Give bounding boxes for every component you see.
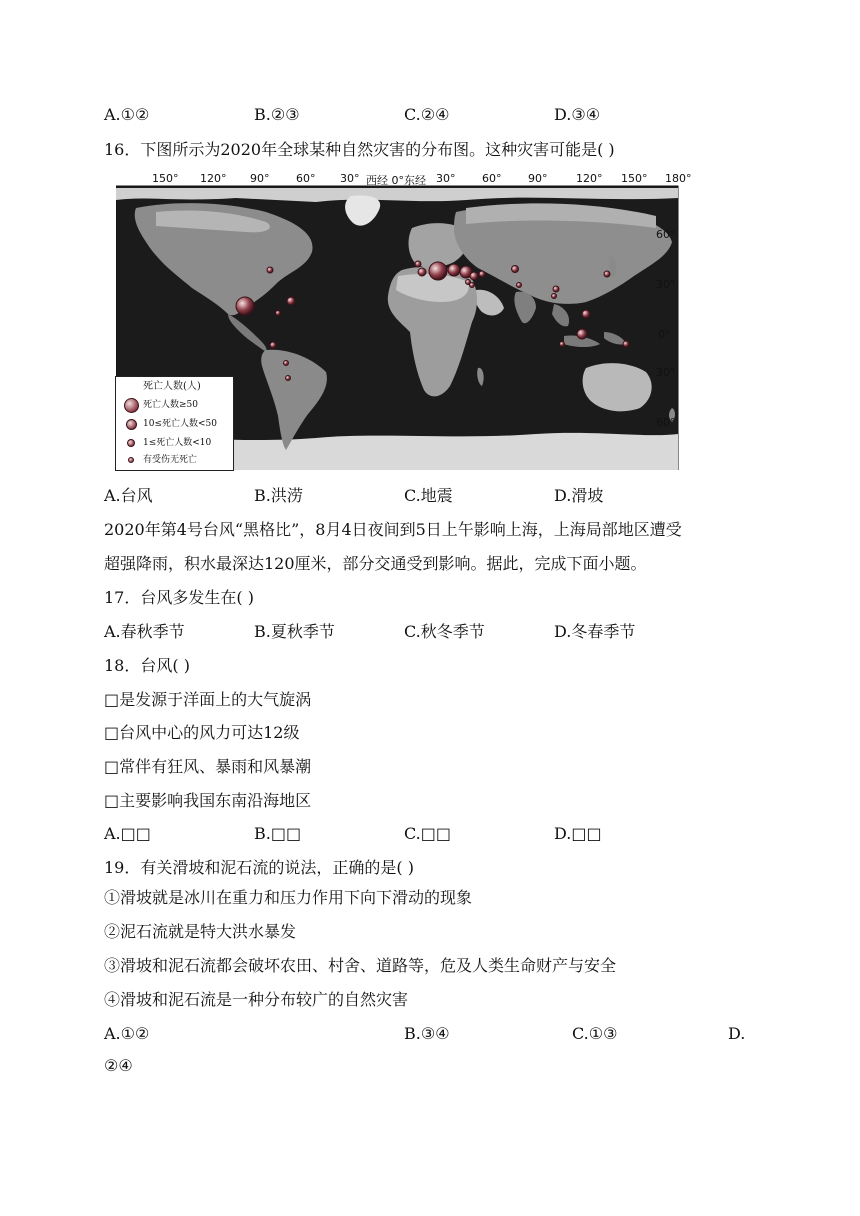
q17-option-c[interactable]: C.秋冬季节 xyxy=(404,622,485,641)
q19-option-d-wrap[interactable]: ②④ xyxy=(104,1056,133,1075)
q16-option-a[interactable]: A.台风 xyxy=(104,486,153,505)
lat-label: 60° xyxy=(656,228,676,241)
lon-label: 180° xyxy=(665,172,692,185)
q15-option-a[interactable]: A.①② xyxy=(104,105,150,124)
lon-label: 60° xyxy=(296,172,316,185)
legend-title: 死亡人数(人) xyxy=(143,381,201,392)
lon-label: 90° xyxy=(250,172,270,185)
q18-statement-2: □台风中心的风力可达12级 xyxy=(104,723,300,742)
lon-label: 30° xyxy=(340,172,360,185)
q19-option-a[interactable]: A.①② xyxy=(104,1024,150,1043)
q16-stem: 16．下图所示为2020年全球某种自然灾害的分布图。这种灾害可能是( ) xyxy=(104,140,615,159)
q17-stem: 17．台风多发生在( ) xyxy=(104,588,254,607)
map-legend xyxy=(115,376,234,471)
passage-line-1: 2020年第4号台风“黑格比”，8月4日夜间到5日上午影响上海，上海局部地区遭受 xyxy=(104,520,682,539)
legend-symbol-medium xyxy=(126,419,137,430)
legend-item: 10≤死亡人数<50 xyxy=(143,419,217,429)
lon-label: 90° xyxy=(528,172,548,185)
lon-label: 30° xyxy=(436,172,456,185)
lon-label: 150° xyxy=(621,172,648,185)
q15-option-b[interactable]: B.②③ xyxy=(254,105,300,124)
q19-statement-3: ③滑坡和泥石流都会破坏农田、村舍、道路等，危及人类生命财产与安全 xyxy=(104,956,617,975)
legend-item: 死亡人数≥50 xyxy=(143,400,198,410)
q18-option-c[interactable]: C.□□ xyxy=(404,824,451,843)
q19-statement-4: ④滑坡和泥石流是一种分布较广的自然灾害 xyxy=(104,990,409,1009)
q19-statement-2: ②泥石流就是特大洪水暴发 xyxy=(104,922,297,941)
q15-option-c[interactable]: C.②④ xyxy=(404,105,450,124)
lat-label: 30° xyxy=(656,278,676,291)
q16-option-b[interactable]: B.洪涝 xyxy=(254,486,303,505)
legend-item: 1≤死亡人数<10 xyxy=(143,438,212,448)
q17-option-a[interactable]: A.春秋季节 xyxy=(104,622,185,641)
q18-statement-3: □常伴有狂风、暴雨和风暴潮 xyxy=(104,757,312,776)
lon-label: 60° xyxy=(482,172,502,185)
lat-label: 60° xyxy=(656,416,676,429)
lat-label: 0° xyxy=(658,328,671,341)
q19-statement-1: ①滑坡就是冰川在重力和压力作用下向下滑动的现象 xyxy=(104,888,473,907)
q17-option-d[interactable]: D.冬春季节 xyxy=(554,622,636,641)
q18-statement-4: □主要影响我国东南沿海地区 xyxy=(104,791,312,810)
lon-label: 120° xyxy=(200,172,227,185)
q19-option-b[interactable]: B.③④ xyxy=(404,1024,450,1043)
q17-option-b[interactable]: B.夏秋季节 xyxy=(254,622,335,641)
q19-stem: 19．有关滑坡和泥石流的说法，正确的是( ) xyxy=(104,858,414,877)
passage-line-2: 超强降雨，积水最深达120厘米，部分交通受到影响。据此，完成下面小题。 xyxy=(104,554,647,573)
lon-label: 120° xyxy=(576,172,603,185)
lat-label: 30° xyxy=(656,366,676,379)
legend-item: 有受伤无死亡 xyxy=(143,455,198,465)
q18-option-a[interactable]: A.□□ xyxy=(104,824,151,843)
q18-option-d[interactable]: D.□□ xyxy=(554,824,602,843)
legend-symbol-tiny xyxy=(128,457,134,463)
lon-label: 西经 0°东经 xyxy=(366,174,426,187)
lon-label: 150° xyxy=(152,172,179,185)
q18-option-b[interactable]: B.□□ xyxy=(254,824,302,843)
q15-option-d[interactable]: D.③④ xyxy=(554,105,601,124)
q18-statement-1: □是发源于洋面上的大气旋涡 xyxy=(104,690,312,709)
q16-option-d[interactable]: D.滑坡 xyxy=(554,486,604,505)
legend-symbol-small xyxy=(127,439,135,447)
legend-symbol-large xyxy=(124,398,139,413)
q19-option-d[interactable]: D. xyxy=(728,1024,746,1043)
q19-option-c[interactable]: C.①③ xyxy=(572,1024,618,1043)
q16-option-c[interactable]: C.地震 xyxy=(404,486,453,505)
q18-stem: 18．台风( ) xyxy=(104,656,190,675)
